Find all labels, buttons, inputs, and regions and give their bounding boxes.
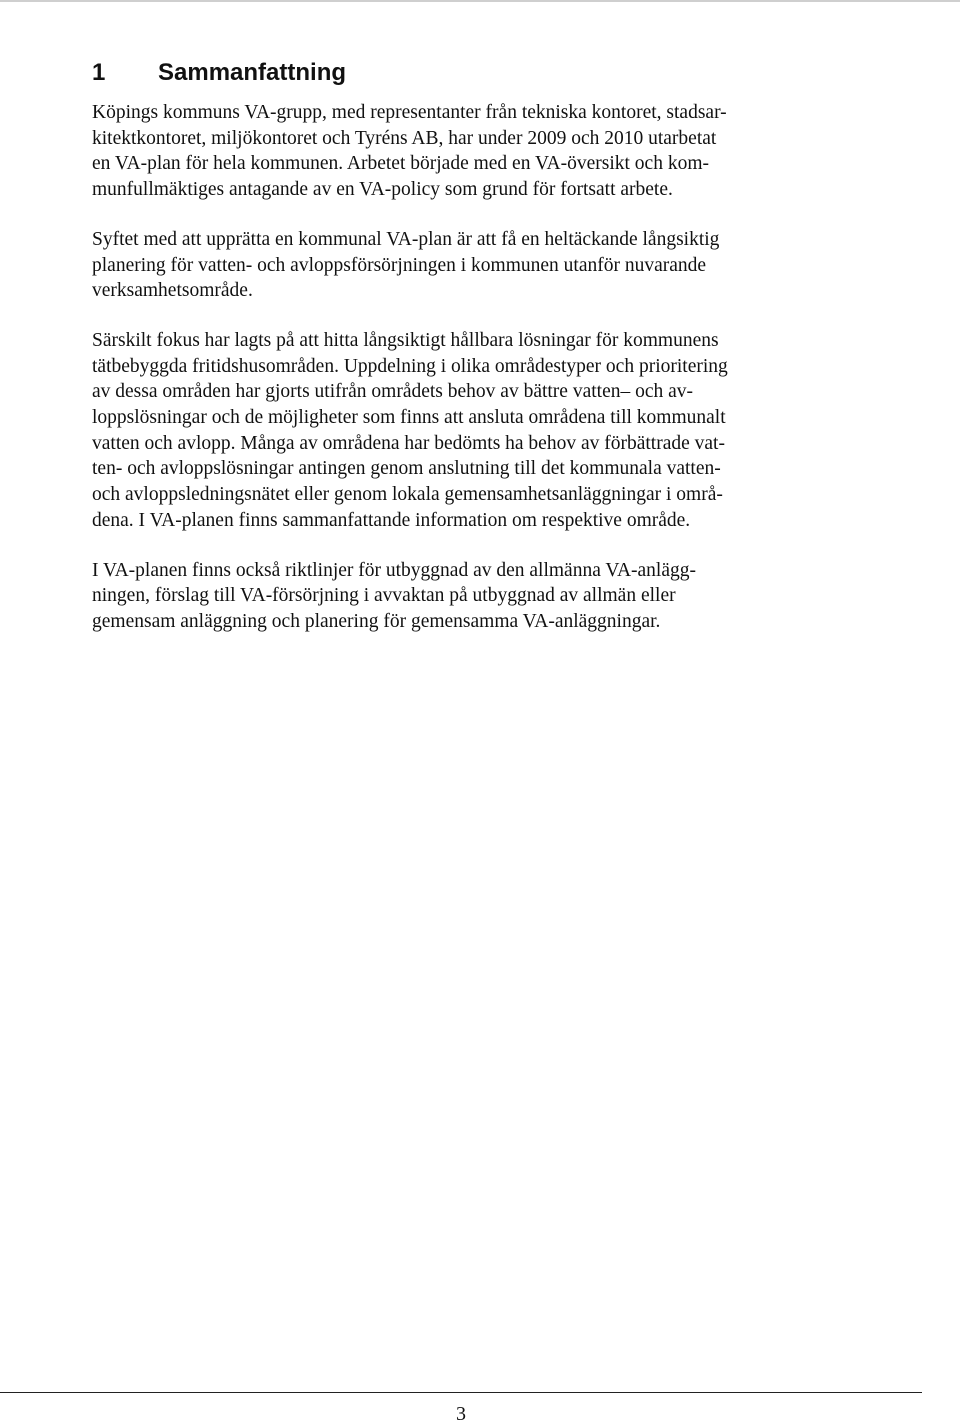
paragraph-line: munfullmäktiges antagande av en VA-policy som grund för fortsatt arbete.	[92, 179, 673, 201]
paragraph-line: gemensam anläggning och planering för gemensamma VA-anläggningar.	[92, 610, 661, 632]
paragraph-line: verksamhetsområde.	[92, 280, 253, 302]
paragraph-line: tätbebyggda fritidshusområden. Uppdelning i olika områdestyper och prioritering	[92, 355, 728, 377]
paragraph-focus	[92, 328, 832, 534]
paragraph-intro	[92, 100, 832, 203]
paragraph-line: loppslösningar och de möjligheter som finns att ansluta områdena till kommunalt	[92, 407, 726, 429]
paragraph-line: av dessa områden har gjorts utifrån områdets behov av bättre vatten– och av-	[92, 381, 694, 403]
paragraph-line: ten- och avloppslösningar antingen genom anslutning till det kommunala vatten-	[92, 458, 721, 480]
paragraph-line: kitektkontoret, miljökontoret och Tyréns AB, har under 2009 och 2010 utarbetat	[92, 127, 717, 149]
section-title: Sammanfattning	[158, 59, 347, 86]
paragraph-line: en VA-plan för hela kommunen. Arbetet började med en VA-översikt och kom-	[92, 153, 710, 175]
paragraph-line: Särskilt fokus har lagts på att hitta långsiktigt hållbara lösningar för kommunens	[92, 329, 719, 351]
top-border	[0, 0, 960, 2]
page-number-text: 3	[456, 1403, 466, 1425]
paragraph-guidelines	[92, 558, 832, 635]
document-page	[92, 58, 832, 659]
section-heading	[92, 58, 832, 88]
paragraph-line: planering för vatten- och avloppsförsörjningen i kommunen utanför nuvarande	[92, 254, 707, 276]
paragraph-line: Köpings kommuns VA-grupp, med representanter från tekniska kontoret, stadsar-	[92, 102, 727, 123]
paragraph-line: och avloppsledningsnätet eller genom lokala gemensamhetsanläggningar i områ-	[92, 484, 723, 506]
paragraph-line: ningen, förslag till VA-försörjning i avvaktan på utbyggnad av allmän eller	[92, 585, 676, 607]
paragraph-line: Syftet med att upprätta en kommunal VA-plan är att få en heltäckande långsiktig	[92, 228, 720, 250]
paragraph-purpose	[92, 227, 832, 304]
footer-rule	[0, 1392, 922, 1393]
section-number: 1	[92, 59, 106, 86]
paragraph-line: I VA-planen finns också riktlinjer för utbyggnad av den allmänna VA-anlägg-	[92, 559, 696, 581]
paragraph-line: vatten och avlopp. Många av områdena har bedömts ha behov av förbättrade vat-	[92, 432, 725, 454]
paragraph-line: dena. I VA-planen finns sammanfattande information om respektive område.	[92, 509, 691, 531]
